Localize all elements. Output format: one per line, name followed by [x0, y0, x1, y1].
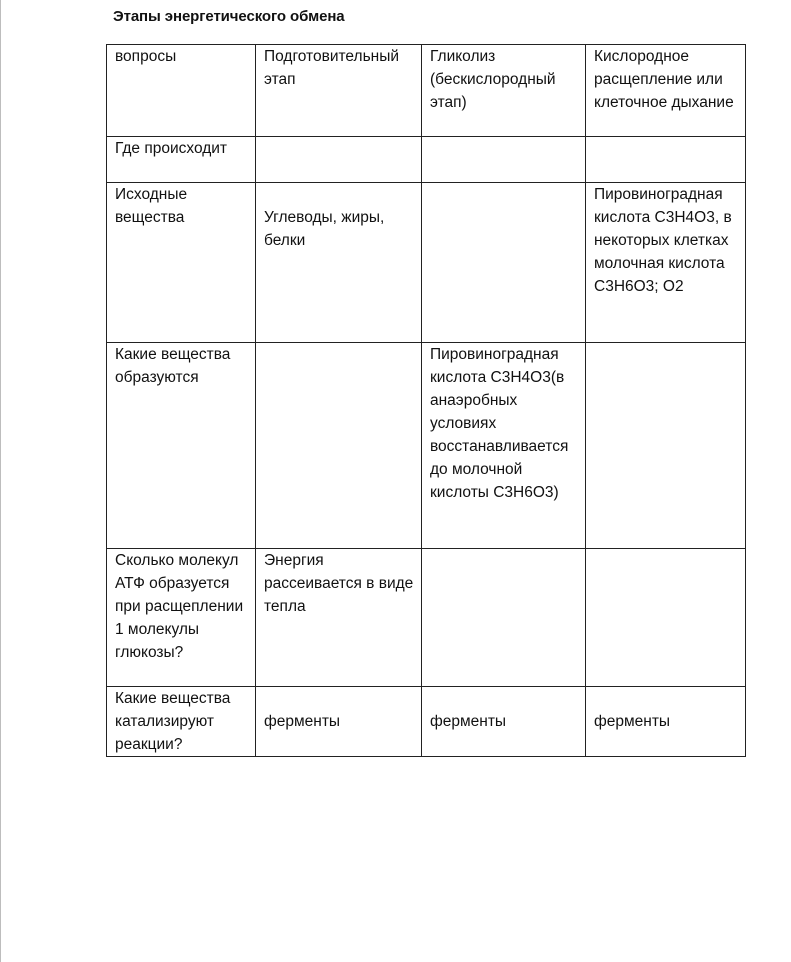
page-left-border — [0, 0, 1, 962]
table-cell: Сколько молекул АТФ образуется при расщеплении 1 молекулы глюкозы? — [107, 549, 256, 687]
table-cell — [586, 343, 746, 549]
table-cell: Какие вещества катализируют реакции? — [107, 687, 256, 757]
table-row — [107, 687, 746, 757]
table-cell — [256, 343, 422, 549]
table-cell — [422, 137, 586, 183]
table-cell: ферменты — [422, 687, 586, 757]
table-cell: Углеводы, жиры, белки — [256, 183, 422, 343]
table-cell: Энергия рассеивается в виде тепла — [256, 549, 422, 687]
page-title: Этапы энергетического обмена — [113, 8, 345, 25]
table-cell: Пировиноградная кислота С3Н4О3(в анаэробных условиях восстанавливается до молочной кислоты С3Н6О3) — [422, 343, 586, 549]
table-header-row — [107, 45, 746, 137]
table-cell: ферменты — [586, 687, 746, 757]
table-cell: Пировиноградная кислота С3Н4О3, в некоторых клетках молочная кислота С3Н6О3; О2 — [586, 183, 746, 343]
table-row — [107, 137, 746, 183]
header-cell: вопросы — [107, 45, 256, 137]
table-row — [107, 183, 746, 343]
table-row — [107, 343, 746, 549]
table-cell: Исходные вещества — [107, 183, 256, 343]
table-cell: Где происходит — [107, 137, 256, 183]
header-cell: Гликолиз (бескислородный этап) — [422, 45, 586, 137]
table-cell — [586, 137, 746, 183]
table-row — [107, 549, 746, 687]
table-cell: Какие вещества образуются — [107, 343, 256, 549]
table-cell — [586, 549, 746, 687]
header-cell: Подготовительный этап — [256, 45, 422, 137]
header-cell: Кислородное расщепление или клеточное дыхание — [586, 45, 746, 137]
table-cell: ферменты — [256, 687, 422, 757]
table-cell — [422, 183, 586, 343]
table-cell — [422, 549, 586, 687]
energy-exchange-table — [106, 44, 746, 757]
table-cell — [256, 137, 422, 183]
